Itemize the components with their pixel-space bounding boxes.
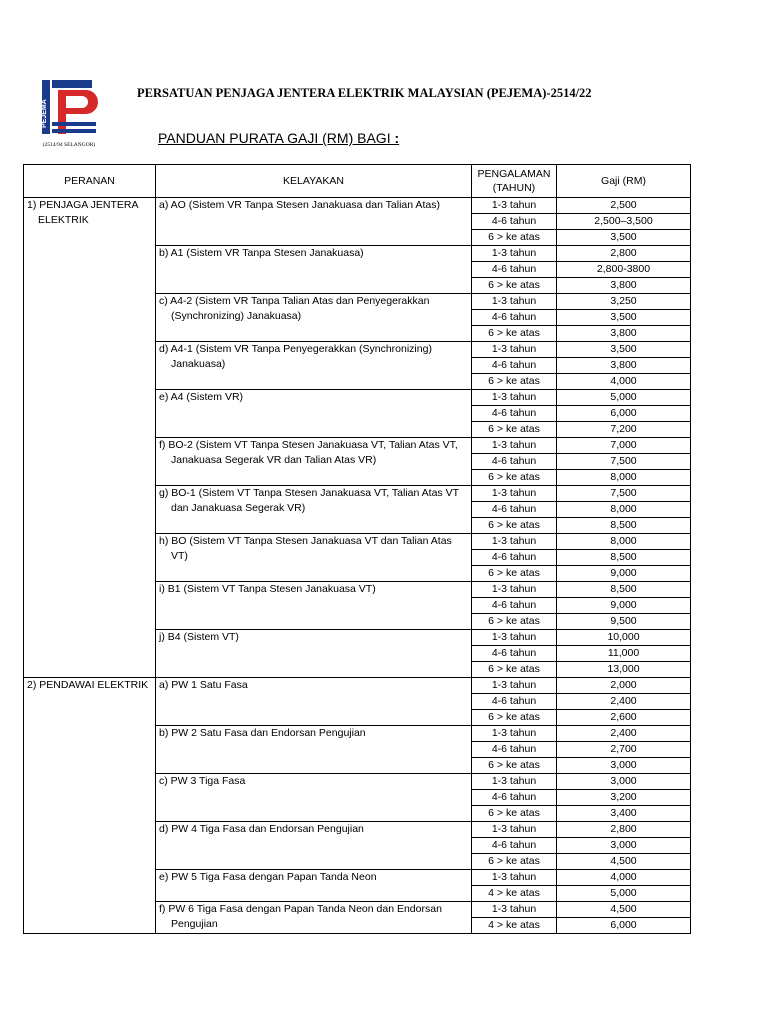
experience-cell: 1-3 tahun: [472, 198, 557, 214]
qualification-label: b) A1 (Sistem VR Tanpa Stesen Janakuasa): [159, 247, 364, 259]
qualification-cell: [156, 342, 472, 390]
experience-cell: 4-6 tahun: [472, 694, 557, 710]
experience-cell: 4-6 tahun: [472, 646, 557, 662]
experience-cell: 1-3 tahun: [472, 486, 557, 502]
salary-cell: 6,000: [557, 406, 691, 422]
qualification-cell: [156, 438, 472, 486]
salary-cell: 7,000: [557, 438, 691, 454]
experience-cell: 6 > ke atas: [472, 470, 557, 486]
salary-cell: 3,500: [557, 230, 691, 246]
qualification-cell: [156, 678, 472, 726]
qualification-label: e) A4 (Sistem VR): [159, 391, 244, 403]
experience-cell: 1-3 tahun: [472, 902, 557, 918]
role-label: 1) PENJAGA JENTERA ELEKTRIK: [27, 199, 138, 226]
experience-cell: 1-3 tahun: [472, 774, 557, 790]
qualification-label: e) PW 5 Tiga Fasa dengan Papan Tanda Neon: [159, 871, 377, 883]
experience-cell: 1-3 tahun: [472, 822, 557, 838]
header-salary: Gaji (RM): [557, 165, 691, 198]
salary-cell: 5,000: [557, 390, 691, 406]
experience-cell: 4 > ke atas: [472, 886, 557, 902]
header-experience: PENGALAMAN (TAHUN): [472, 165, 557, 198]
experience-cell: 6 > ke atas: [472, 710, 557, 726]
experience-cell: 4-6 tahun: [472, 838, 557, 854]
salary-cell: 2,700: [557, 742, 691, 758]
qualification-label: a) PW 1 Satu Fasa: [159, 679, 248, 691]
experience-cell: 4-6 tahun: [472, 790, 557, 806]
salary-cell: 3,800: [557, 326, 691, 342]
qualification-cell: [156, 774, 472, 822]
salary-cell: 13,000: [557, 662, 691, 678]
experience-cell: 6 > ke atas: [472, 854, 557, 870]
salary-cell: 3,000: [557, 774, 691, 790]
pejema-logo: [36, 76, 102, 150]
experience-cell: 6 > ke atas: [472, 518, 557, 534]
salary-cell: 8,500: [557, 582, 691, 598]
qualification-cell: [156, 534, 472, 582]
qualification-cell: [156, 246, 472, 294]
experience-cell: 6 > ke atas: [472, 230, 557, 246]
salary-cell: 2,400: [557, 726, 691, 742]
table-row: [24, 678, 691, 694]
role-cell: [24, 198, 156, 678]
qualification-label: j) B4 (Sistem VT): [159, 631, 239, 643]
table-row: [24, 198, 691, 214]
qualification-label: c) A4-2 (Sistem VR Tanpa Talian Atas dan Penyegerakkan (Synchronizing) Janakuasa): [159, 295, 430, 322]
salary-cell: 11,000: [557, 646, 691, 662]
qualification-label: b) PW 2 Satu Fasa dan Endorsan Pengujian: [159, 727, 366, 739]
salary-cell: 2,500–3,500: [557, 214, 691, 230]
qualification-cell: [156, 486, 472, 534]
salary-cell: 9,000: [557, 598, 691, 614]
salary-guide-table: [23, 164, 691, 934]
qualification-cell: [156, 294, 472, 342]
salary-cell: 2,800: [557, 246, 691, 262]
logo-text: PEJEMA: [41, 99, 48, 128]
salary-cell: 9,000: [557, 566, 691, 582]
experience-cell: 6 > ke atas: [472, 278, 557, 294]
qualification-cell: [156, 630, 472, 678]
experience-cell: 6 > ke atas: [472, 422, 557, 438]
experience-cell: 1-3 tahun: [472, 390, 557, 406]
qualification-cell: [156, 198, 472, 246]
salary-cell: 3,800: [557, 278, 691, 294]
salary-cell: 3,800: [557, 358, 691, 374]
qualification-label: c) PW 3 Tiga Fasa: [159, 775, 246, 787]
experience-cell: 1-3 tahun: [472, 630, 557, 646]
salary-cell: 2,400: [557, 694, 691, 710]
experience-cell: 6 > ke atas: [472, 374, 557, 390]
experience-cell: 1-3 tahun: [472, 870, 557, 886]
salary-cell: 3,000: [557, 758, 691, 774]
salary-cell: 8,000: [557, 502, 691, 518]
experience-cell: 1-3 tahun: [472, 678, 557, 694]
salary-cell: 4,500: [557, 902, 691, 918]
experience-cell: 4-6 tahun: [472, 262, 557, 278]
salary-cell: 7,500: [557, 486, 691, 502]
role-cell: [24, 678, 156, 934]
experience-cell: 6 > ke atas: [472, 326, 557, 342]
experience-cell: 4-6 tahun: [472, 406, 557, 422]
subtitle-colon: :: [394, 130, 400, 146]
salary-cell: 10,000: [557, 630, 691, 646]
experience-cell: 4-6 tahun: [472, 454, 557, 470]
experience-cell: 1-3 tahun: [472, 342, 557, 358]
salary-cell: 3,500: [557, 342, 691, 358]
experience-cell: 4-6 tahun: [472, 214, 557, 230]
qualification-label: d) PW 4 Tiga Fasa dan Endorsan Pengujian: [159, 823, 364, 835]
experience-cell: 6 > ke atas: [472, 566, 557, 582]
experience-cell: 1-3 tahun: [472, 294, 557, 310]
salary-cell: 2,500: [557, 198, 691, 214]
salary-cell: 3,000: [557, 838, 691, 854]
qualification-label: g) BO-1 (Sistem VT Tanpa Stesen Janakuasa VT, Talian Atas VT dan Janakuasa Segerak VR): [159, 487, 459, 514]
experience-cell: 4-6 tahun: [472, 550, 557, 566]
header-qualification: KELAYAKAN: [156, 165, 472, 198]
experience-cell: 1-3 tahun: [472, 534, 557, 550]
salary-cell: 4,500: [557, 854, 691, 870]
salary-cell: 8,500: [557, 550, 691, 566]
experience-cell: 4-6 tahun: [472, 598, 557, 614]
qualification-label: f) PW 6 Tiga Fasa dengan Papan Tanda Neon dan Endorsan Pengujian: [159, 903, 442, 930]
salary-cell: 4,000: [557, 374, 691, 390]
experience-cell: 4-6 tahun: [472, 310, 557, 326]
salary-cell: 3,500: [557, 310, 691, 326]
experience-cell: 4-6 tahun: [472, 502, 557, 518]
experience-cell: 6 > ke atas: [472, 758, 557, 774]
qualification-cell: [156, 390, 472, 438]
salary-cell: 3,400: [557, 806, 691, 822]
qualification-cell: [156, 902, 472, 934]
experience-cell: 6 > ke atas: [472, 614, 557, 630]
logo-caption: (2514/94 SELANGOR): [42, 142, 96, 148]
qualification-label: h) BO (Sistem VT Tanpa Stesen Janakuasa VT dan Talian Atas VT): [159, 535, 452, 562]
qualification-cell: [156, 726, 472, 774]
qualification-cell: [156, 822, 472, 870]
salary-cell: 9,500: [557, 614, 691, 630]
salary-cell: 3,200: [557, 790, 691, 806]
experience-cell: 4-6 tahun: [472, 742, 557, 758]
subtitle-text: PANDUAN PURATA GAJI (RM) BAGI: [158, 130, 391, 146]
salary-cell: 2,800: [557, 822, 691, 838]
salary-cell: 6,000: [557, 918, 691, 934]
salary-cell: 5,000: [557, 886, 691, 902]
qualification-label: d) A4-1 (Sistem VR Tanpa Penyegerakkan (Synchronizing) Janakuasa): [159, 343, 432, 370]
experience-cell: 4-6 tahun: [472, 358, 557, 374]
table-header-row: [24, 165, 691, 198]
qualification-label: i) B1 (Sistem VT Tanpa Stesen Janakuasa VT): [159, 583, 376, 595]
qualification-cell: [156, 582, 472, 630]
header-role: PERANAN: [24, 165, 156, 198]
salary-cell: 2,800-3800: [557, 262, 691, 278]
table-body: [24, 198, 691, 934]
experience-cell: 6 > ke atas: [472, 806, 557, 822]
salary-cell: 2,000: [557, 678, 691, 694]
experience-cell: 1-3 tahun: [472, 726, 557, 742]
salary-cell: 7,500: [557, 454, 691, 470]
salary-cell: 4,000: [557, 870, 691, 886]
experience-cell: 1-3 tahun: [472, 438, 557, 454]
page-subtitle: [158, 130, 399, 146]
salary-cell: 8,000: [557, 534, 691, 550]
organization-title: PERSATUAN PENJAGA JENTERA ELEKTRIK MALAYSIAN (PEJEMA)-2514/22: [137, 86, 592, 100]
salary-cell: 7,200: [557, 422, 691, 438]
salary-cell: 8,000: [557, 470, 691, 486]
experience-cell: 1-3 tahun: [472, 246, 557, 262]
qualification-cell: [156, 870, 472, 902]
experience-cell: 6 > ke atas: [472, 662, 557, 678]
salary-cell: 8,500: [557, 518, 691, 534]
qualification-label: a) AO (Sistem VR Tanpa Stesen Janakuasa dan Talian Atas): [159, 199, 440, 211]
qualification-label: f) BO-2 (Sistem VT Tanpa Stesen Janakuasa VT, Talian Atas VT, Janakuasa Segerak VR dan Talian Atas VR): [159, 439, 458, 466]
salary-cell: 2,600: [557, 710, 691, 726]
role-label: 2) PENDAWAI ELEKTRIK: [27, 679, 149, 691]
experience-cell: 1-3 tahun: [472, 582, 557, 598]
salary-cell: 3,250: [557, 294, 691, 310]
experience-cell: 4 > ke atas: [472, 918, 557, 934]
